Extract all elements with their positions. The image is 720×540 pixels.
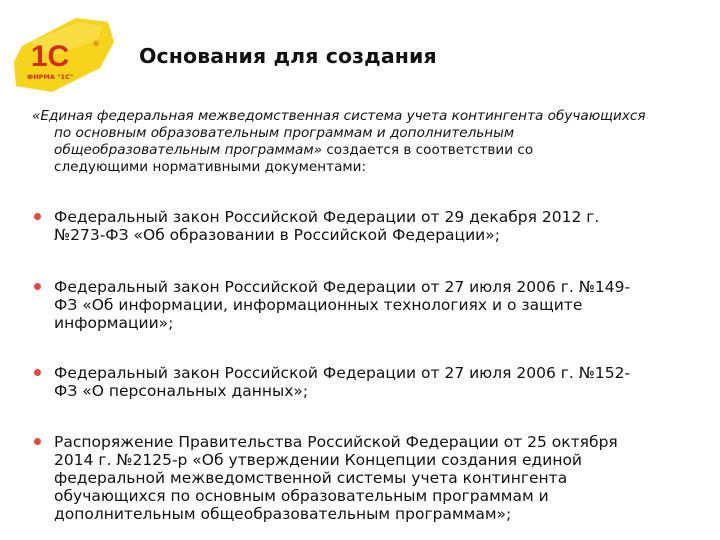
- intro-line: [32, 142, 712, 159]
- bullet-dot-icon: [34, 283, 41, 290]
- list-item: [32, 208, 712, 244]
- list-item: [32, 364, 712, 400]
- list-item-line: ФЗ «О персональных данных»;: [54, 382, 309, 400]
- bullet-dot-icon: [34, 438, 41, 445]
- intro-paragraph: [32, 108, 712, 176]
- list-item-line: Федеральный закон Российской Федерации от 29 декабря 2012 г.: [54, 208, 600, 226]
- list-item-line: Федеральный закон Российской Федерации от 27 июля 2006 г. №149-: [54, 278, 631, 296]
- intro-line: по основным образовательным программам и дополнительным: [54, 125, 515, 141]
- list-item-line: информации»;: [54, 314, 174, 332]
- intro-line-italic: общеобразовательным программам»: [54, 142, 323, 158]
- logo-registered: ®: [92, 40, 100, 48]
- bullet-dot-icon: [34, 369, 41, 376]
- list-item-line: Федеральный закон Российской Федерации от 27 июля 2006 г. №152-: [54, 364, 631, 382]
- list-item-line: ФЗ «Об информации, информационных технологиях и о защите: [54, 296, 583, 314]
- logo-1c: [10, 12, 118, 96]
- list-item-line: дополнительным общеобразовательным программам»;: [54, 505, 512, 523]
- list-item-line: Распоряжение Правительства Российской Федерации от 25 октября: [54, 433, 618, 451]
- list-item-line: 2014 г. №2125-р «Об утверждении Концепции создания единой: [54, 451, 583, 469]
- intro-line-regular: создается в соответствии со: [322, 142, 534, 158]
- bullet-dot-icon: [34, 213, 41, 220]
- logo-brand: 1С: [30, 40, 70, 73]
- page-title: Основания для создания: [139, 44, 437, 68]
- list-item-line: федеральной межведомственной системы учета контингента: [54, 469, 568, 487]
- list-item: [32, 278, 712, 332]
- list-item-text: [54, 208, 712, 244]
- logo-1c-icon: [10, 12, 118, 96]
- list-item-line: обучающихся по основным образовательным программам и: [54, 487, 549, 505]
- list-item-text: [54, 433, 712, 523]
- list-item-line: №273-ФЗ «Об образовании в Российской Федерации»;: [54, 226, 500, 244]
- intro-line: следующими нормативными документами:: [54, 159, 367, 175]
- logo-subtitle: ФИРМА "1С": [26, 73, 74, 81]
- list-item-text: [54, 364, 712, 400]
- list-item: [32, 433, 712, 523]
- intro-line: «Единая федеральная межведомственная система учета контингента обучающихся: [32, 108, 646, 124]
- list-item-text: [54, 278, 712, 332]
